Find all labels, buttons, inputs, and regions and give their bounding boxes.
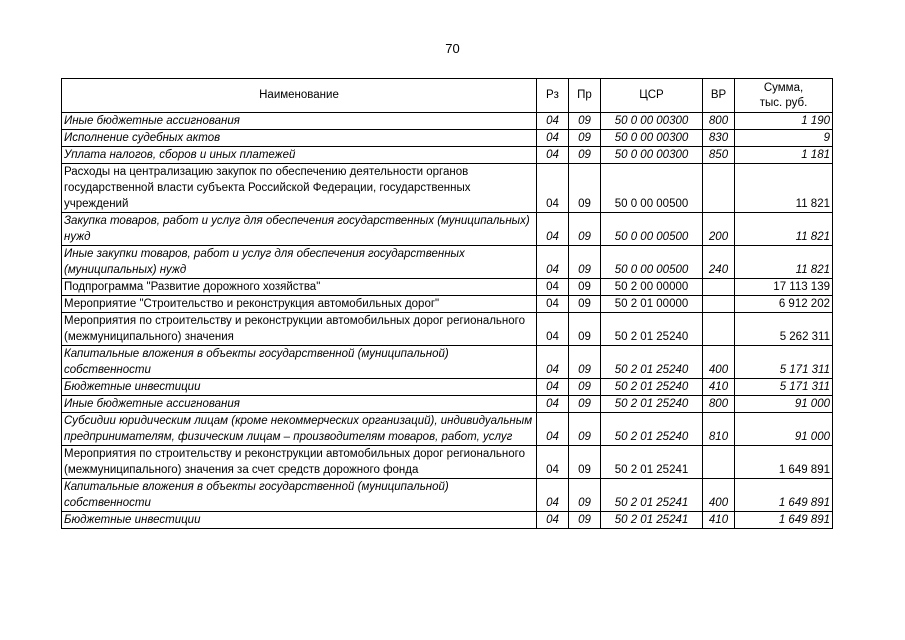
cell-csr: 50 2 01 25241 [601,512,703,529]
cell-name: Уплата налогов, сборов и иных платежей [62,147,537,164]
cell-pr: 09 [569,279,601,296]
cell-sum: 1 649 891 [735,446,833,479]
cell-pr: 09 [569,512,601,529]
cell-vr: 800 [703,113,735,130]
cell-pr: 09 [569,213,601,246]
table-row [62,246,833,279]
cell-vr [703,164,735,213]
table-header-row [62,79,833,113]
cell-name: Бюджетные инвестиции [62,379,537,396]
cell-csr: 50 2 01 25240 [601,313,703,346]
cell-rz: 04 [537,396,569,413]
cell-vr [703,313,735,346]
cell-csr: 50 2 01 25240 [601,396,703,413]
cell-vr: 800 [703,396,735,413]
table-body [62,113,833,529]
cell-csr: 50 0 00 00300 [601,147,703,164]
header-pr: Пр [569,79,601,113]
table-row [62,213,833,246]
cell-vr: 810 [703,413,735,446]
cell-rz: 04 [537,279,569,296]
cell-csr: 50 0 00 00300 [601,130,703,147]
cell-pr: 09 [569,147,601,164]
cell-pr: 09 [569,246,601,279]
cell-vr: 400 [703,346,735,379]
cell-pr: 09 [569,479,601,512]
page-number: 70 [445,41,460,56]
table-row [62,113,833,130]
cell-csr: 50 0 00 00500 [601,213,703,246]
cell-name: Субсидии юридическим лицам (кроме некоммерческих организаций), индивидуальным предпринимателям, физическим лицам – производителям товаров, работ, услуг [62,413,537,446]
cell-csr: 50 0 00 00500 [601,246,703,279]
cell-csr: 50 0 00 00300 [601,113,703,130]
cell-sum: 11 821 [735,213,833,246]
table-row [62,446,833,479]
cell-name: Закупка товаров, работ и услуг для обеспечения государственных (муниципальных) нужд [62,213,537,246]
cell-name: Капитальные вложения в объекты государственной (муниципальной) собственности [62,346,537,379]
cell-sum: 91 000 [735,396,833,413]
cell-sum: 91 000 [735,413,833,446]
cell-name: Иные бюджетные ассигнования [62,113,537,130]
cell-vr: 830 [703,130,735,147]
cell-rz: 04 [537,213,569,246]
header-name: Наименование [62,79,537,113]
cell-rz: 04 [537,113,569,130]
table-row [62,512,833,529]
cell-vr: 400 [703,479,735,512]
cell-rz: 04 [537,346,569,379]
cell-csr: 50 2 01 00000 [601,296,703,313]
cell-name: Подпрограмма "Развитие дорожного хозяйства" [62,279,537,296]
cell-name: Капитальные вложения в объекты государственной (муниципальной) собственности [62,479,537,512]
cell-pr: 09 [569,313,601,346]
table-row [62,396,833,413]
cell-name: Мероприятия по строительству и реконструкции автомобильных дорог регионального (межмуниципального) значения за счет средств дорожного фонда [62,446,537,479]
cell-sum: 1 181 [735,147,833,164]
cell-csr: 50 2 01 25240 [601,346,703,379]
cell-csr: 50 2 01 25241 [601,446,703,479]
cell-sum: 6 912 202 [735,296,833,313]
cell-rz: 04 [537,413,569,446]
cell-vr: 200 [703,213,735,246]
cell-sum: 11 821 [735,246,833,279]
cell-rz: 04 [537,147,569,164]
table-row [62,130,833,147]
cell-rz: 04 [537,446,569,479]
cell-rz: 04 [537,296,569,313]
cell-name: Иные бюджетные ассигнования [62,396,537,413]
cell-pr: 09 [569,396,601,413]
cell-pr: 09 [569,379,601,396]
cell-vr: 410 [703,379,735,396]
cell-rz: 04 [537,379,569,396]
table-row [62,147,833,164]
header-csr: ЦСР [601,79,703,113]
table-row [62,313,833,346]
cell-vr [703,296,735,313]
cell-csr: 50 2 01 25241 [601,479,703,512]
header-sum-line1: Сумма, [763,81,804,94]
cell-name: Мероприятия по строительству и реконструкции автомобильных дорог регионального (межмуниципального) значения [62,313,537,346]
cell-vr: 240 [703,246,735,279]
table-row [62,279,833,296]
cell-csr: 50 2 01 25240 [601,413,703,446]
cell-name: Мероприятие "Строительство и реконструкция автомобильных дорог" [62,296,537,313]
cell-sum: 5 262 311 [735,313,833,346]
cell-sum: 9 [735,130,833,147]
cell-rz: 04 [537,164,569,213]
cell-pr: 09 [569,113,601,130]
cell-vr: 410 [703,512,735,529]
cell-vr [703,446,735,479]
cell-name: Исполнение судебных актов [62,130,537,147]
budget-table [61,78,833,529]
header-sum [735,79,833,113]
cell-pr: 09 [569,296,601,313]
cell-name: Бюджетные инвестиции [62,512,537,529]
cell-rz: 04 [537,479,569,512]
cell-csr: 50 0 00 00500 [601,164,703,213]
table-row [62,413,833,446]
cell-pr: 09 [569,164,601,213]
cell-pr: 09 [569,446,601,479]
cell-sum: 17 113 139 [735,279,833,296]
header-vr: ВР [703,79,735,113]
cell-csr: 50 2 01 25240 [601,379,703,396]
cell-csr: 50 2 00 00000 [601,279,703,296]
header-rz: Рз [537,79,569,113]
table-row [62,346,833,379]
cell-sum: 11 821 [735,164,833,213]
cell-sum: 5 171 311 [735,379,833,396]
table-row [62,479,833,512]
cell-sum: 1 649 891 [735,512,833,529]
cell-pr: 09 [569,413,601,446]
cell-name: Иные закупки товаров, работ и услуг для обеспечения государственных (муниципальных) нужд [62,246,537,279]
cell-name: Расходы на централизацию закупок по обеспечению деятельности органов государственной власти субъекта Российской Федерации, государственных учреждений [62,164,537,213]
cell-rz: 04 [537,313,569,346]
header-sum-line2: тыс. руб. [759,96,808,109]
cell-sum: 1 649 891 [735,479,833,512]
cell-rz: 04 [537,246,569,279]
cell-sum: 5 171 311 [735,346,833,379]
cell-rz: 04 [537,512,569,529]
cell-pr: 09 [569,130,601,147]
cell-pr: 09 [569,346,601,379]
table-row [62,164,833,213]
cell-sum: 1 190 [735,113,833,130]
table-row [62,296,833,313]
table-row [62,379,833,396]
cell-vr: 850 [703,147,735,164]
cell-vr [703,279,735,296]
cell-rz: 04 [537,130,569,147]
